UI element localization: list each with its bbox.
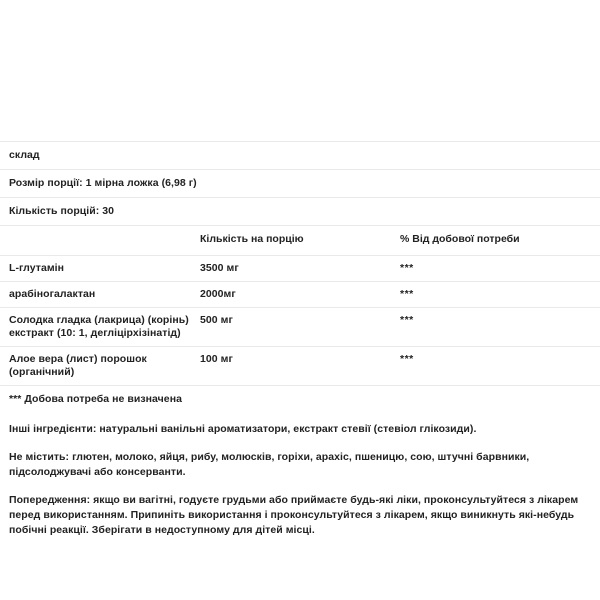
ingredient-name: Солодка гладка (лакрица) (корінь) екстракт (10: 1, дегліцірхізінатід) — [0, 307, 200, 346]
column-header-amount-per-serving: Кількість на порцію — [200, 226, 400, 256]
ingredient-daily-value: *** — [400, 307, 600, 346]
ingredient-name: Алое вера (лист) порошок (органічний) — [0, 346, 200, 385]
servings-per-container-text: Кількість порцій: 30 — [0, 198, 600, 226]
ingredient-amount: 3500 мг — [200, 255, 400, 281]
other-ingredients-text: Інші інгредієнти: натуральні ванільні ароматизатори, екстракт стевії (стевіол глікозиди). — [9, 422, 477, 435]
ingredient-amount: 2000мг — [200, 281, 400, 307]
column-header-name — [0, 226, 200, 256]
top-spacer — [0, 0, 600, 141]
ingredient-daily-value: *** — [400, 346, 600, 385]
free-from-text: Не містить: глютен, молоко, яйця, рибу, молюсків, горіхи, арахіс, пшеницю, сою, штучні барвники, підсолоджувачі або консерванти. — [9, 450, 530, 478]
supplement-facts-table — [0, 141, 600, 408]
serving-size-text: Розмір порції: 1 мірна ложка (6,98 г) — [0, 170, 600, 198]
notes-section — [0, 408, 600, 538]
warning-text: Попередження: якщо ви вагітні, годуєте грудьми або приймаєте будь-які ліки, проконсультуйтеся з лікарем перед використанням. Припиніть використання і проконсультуйтеся з лікарем, якщо виникнуть які-небудь побічні реакції. Зберігати в недоступному для дітей місці. — [9, 493, 579, 536]
panel-title: склад — [0, 142, 600, 170]
ingredient-daily-value: *** — [400, 281, 600, 307]
ingredient-amount: 500 мг — [200, 307, 400, 346]
table-row — [0, 346, 600, 385]
daily-value-footnote: *** Добова потреба не визначена — [0, 385, 600, 408]
ingredient-daily-value: *** — [400, 255, 600, 281]
table-row-title — [0, 142, 600, 170]
table-row-servings-per-container — [0, 198, 600, 226]
table-row-serving-size — [0, 170, 600, 198]
table-header-row — [0, 226, 600, 256]
table-row — [0, 281, 600, 307]
column-header-percent-daily-value: % Від добової потреби — [400, 226, 600, 256]
ingredient-name: L-глутамін — [0, 255, 200, 281]
table-row — [0, 255, 600, 281]
ingredient-amount: 100 мг — [200, 346, 400, 385]
ingredient-name: арабіногалактан — [0, 281, 200, 307]
table-row-footnote — [0, 385, 600, 408]
table-row — [0, 307, 600, 346]
